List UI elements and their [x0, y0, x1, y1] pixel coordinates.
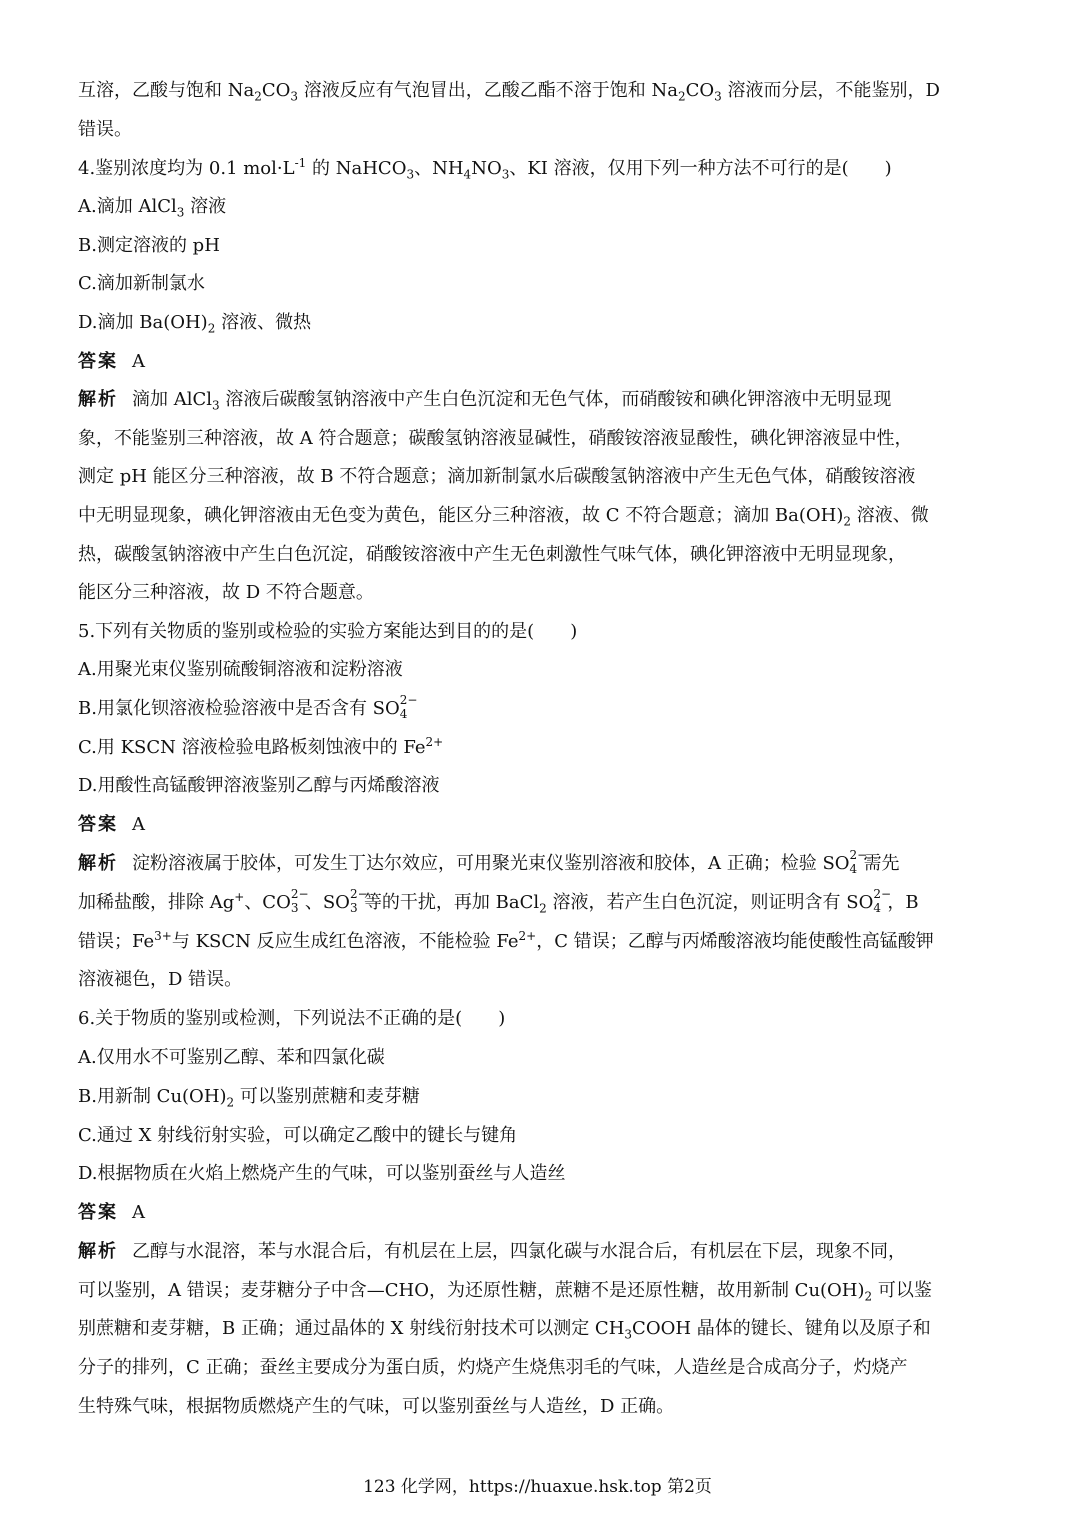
text-line: 错误。: [78, 119, 132, 140]
question-4-option-c: C.滴加新制氯水: [78, 273, 205, 294]
question-5-option-a: A.用聚光束仪鉴别硫酸铜溶液和淀粉溶液: [78, 659, 403, 680]
text-line: 象，不能鉴别三种溶液，故 A 符合题意；碳酸氢钠溶液显碱性，硝酸铵溶液显酸性，碘化钾溶液显中性，: [78, 428, 913, 449]
text-line: 热，碳酸氢钠溶液中产生白色沉淀，硝酸铵溶液中产生无色刺激性气味气体，碘化钾溶液中无明显现象，: [78, 544, 906, 565]
question-4-answer: 答案 A: [78, 351, 145, 372]
question-5-option-b: B.用氯化钡溶液检验溶液中是否含有 SO 2− 4: [78, 693, 418, 721]
question-5-stem: 5.下列有关物质的鉴别或检验的实验方案能达到目的的是( ): [78, 621, 578, 642]
question-6-answer: 答案 A: [78, 1202, 145, 1223]
question-4-analysis: 解析 滴加 AlCl$_3$ 溶液后碳酸氢钠溶液中产生白色沉淀和无色气体，而硝酸铵和碘化钾溶液中无明显现: [78, 389, 892, 413]
question-6-option-c: C.通过 X 射线衍射实验，可以确定乙酸中的键长与键角: [78, 1125, 518, 1146]
question-5-answer: 答案 A: [78, 814, 145, 835]
page-footer: 123 化学网，https://huaxue.hsk.top 第2页: [363, 1477, 712, 1497]
question-4-option-d: D.滴加 $Ba(OH)_2$ 溶液、微热: [78, 312, 312, 336]
text-line: 互溶，乙酸与饱和 $Na_2CO_3$ 溶液反应有气泡冒出，乙酸乙酯不溶于饱和 $Na_2CO_3$ 溶液而分层，不能鉴别，D: [78, 80, 940, 104]
text-line: 加稀盐酸，排除 Ag+、CO 2− 3 、SO 2− 3 等的干扰，再加 BaCl$_2$ 溶液，若产生白色沉淀，则证明含有 SO 2− 4 ，B: [78, 887, 919, 916]
text-line: 能区分三种溶液，故 D 不符合题意。: [78, 582, 374, 603]
question-5-option-d: D.用酸性高锰酸钾溶液鉴别乙醇与丙烯酸溶液: [78, 775, 440, 796]
question-4-stem: 4.鉴别浓度均为 0.1 $mol\cdot L^{-1}$ 的 NaHCO$_3$、$NH_4NO_3$、KI 溶液，仅用下列一种方法不可行的是( ): [78, 156, 892, 182]
question-6-option-a: A.仅用水不可鉴别乙醇、苯和四氯化碳: [78, 1047, 385, 1068]
text-line: 分子的排列，C 正确；蚕丝主要成分为蛋白质，灼烧产生烧焦羽毛的气味，人造丝是合成高分子，灼烧产: [78, 1357, 908, 1378]
question-5-analysis: 解析 淀粉溶液属于胶体，可发生丁达尔效应，可用聚光束仪鉴别溶液和胶体，A 正确；检验 SO 2− 4 需先: [78, 848, 900, 876]
question-4-option-b: B.测定溶液的 pH: [78, 235, 220, 256]
text-line: 生特殊气味，根据物质燃烧产生的气味，可以鉴别蚕丝与人造丝，D 正确。: [78, 1396, 675, 1417]
question-5-option-c: C.用 KSCN 溶液检验电路板刻蚀液中的 $Fe^{2+}$: [78, 735, 444, 758]
question-6-stem: 6.关于物质的鉴别或检测，下列说法不正确的是( ): [78, 1008, 506, 1029]
text-line: 中无明显现象，碘化钾溶液由无色变为黄色，能区分三种溶液，故 C 不符合题意；滴加 $Ba(OH)_2$ 溶液、微: [78, 505, 929, 529]
question-6-option-d: D.根据物质在火焰上燃烧产生的气味，可以鉴别蚕丝与人造丝: [78, 1163, 566, 1184]
text-line: 溶液褪色，D 错误。: [78, 969, 243, 990]
question-4-option-a: A.滴加 AlCl$_3$ 溶液: [78, 196, 227, 220]
text-line: 别蔗糖和麦芽糖，B 正确；通过晶体的 X 射线衍射技术可以测定 $CH_3COOH$ 晶体的键长、键角以及原子和: [78, 1318, 931, 1342]
text-line: 测定 pH 能区分三种溶液，故 B 不符合题意；滴加新制氯水后碳酸氢钠溶液中产生无色气体，硝酸铵溶液: [78, 466, 916, 487]
question-6-analysis: 解析 乙醇与水混溶，苯与水混合后，有机层在上层，四氯化碳与水混合后，有机层在下层，现象不同，: [78, 1241, 906, 1262]
question-6-option-b: B.用新制 $Cu(OH)_2$ 可以鉴别蔗糖和麦芽糖: [78, 1086, 420, 1110]
text-line: 错误；$Fe^{3+}$与 KSCN 反应生成红色溶液，不能检验 $Fe^{2+}$，C 错误；乙醇与丙烯酸溶液均能使酸性高锰酸钾: [78, 929, 934, 952]
text-line: 可以鉴别，A 错误；麦芽糖分子中含—CHO，为还原性糖，蔗糖不是还原性糖，故用新制 $Cu(OH)_2$ 可以鉴: [78, 1280, 932, 1304]
